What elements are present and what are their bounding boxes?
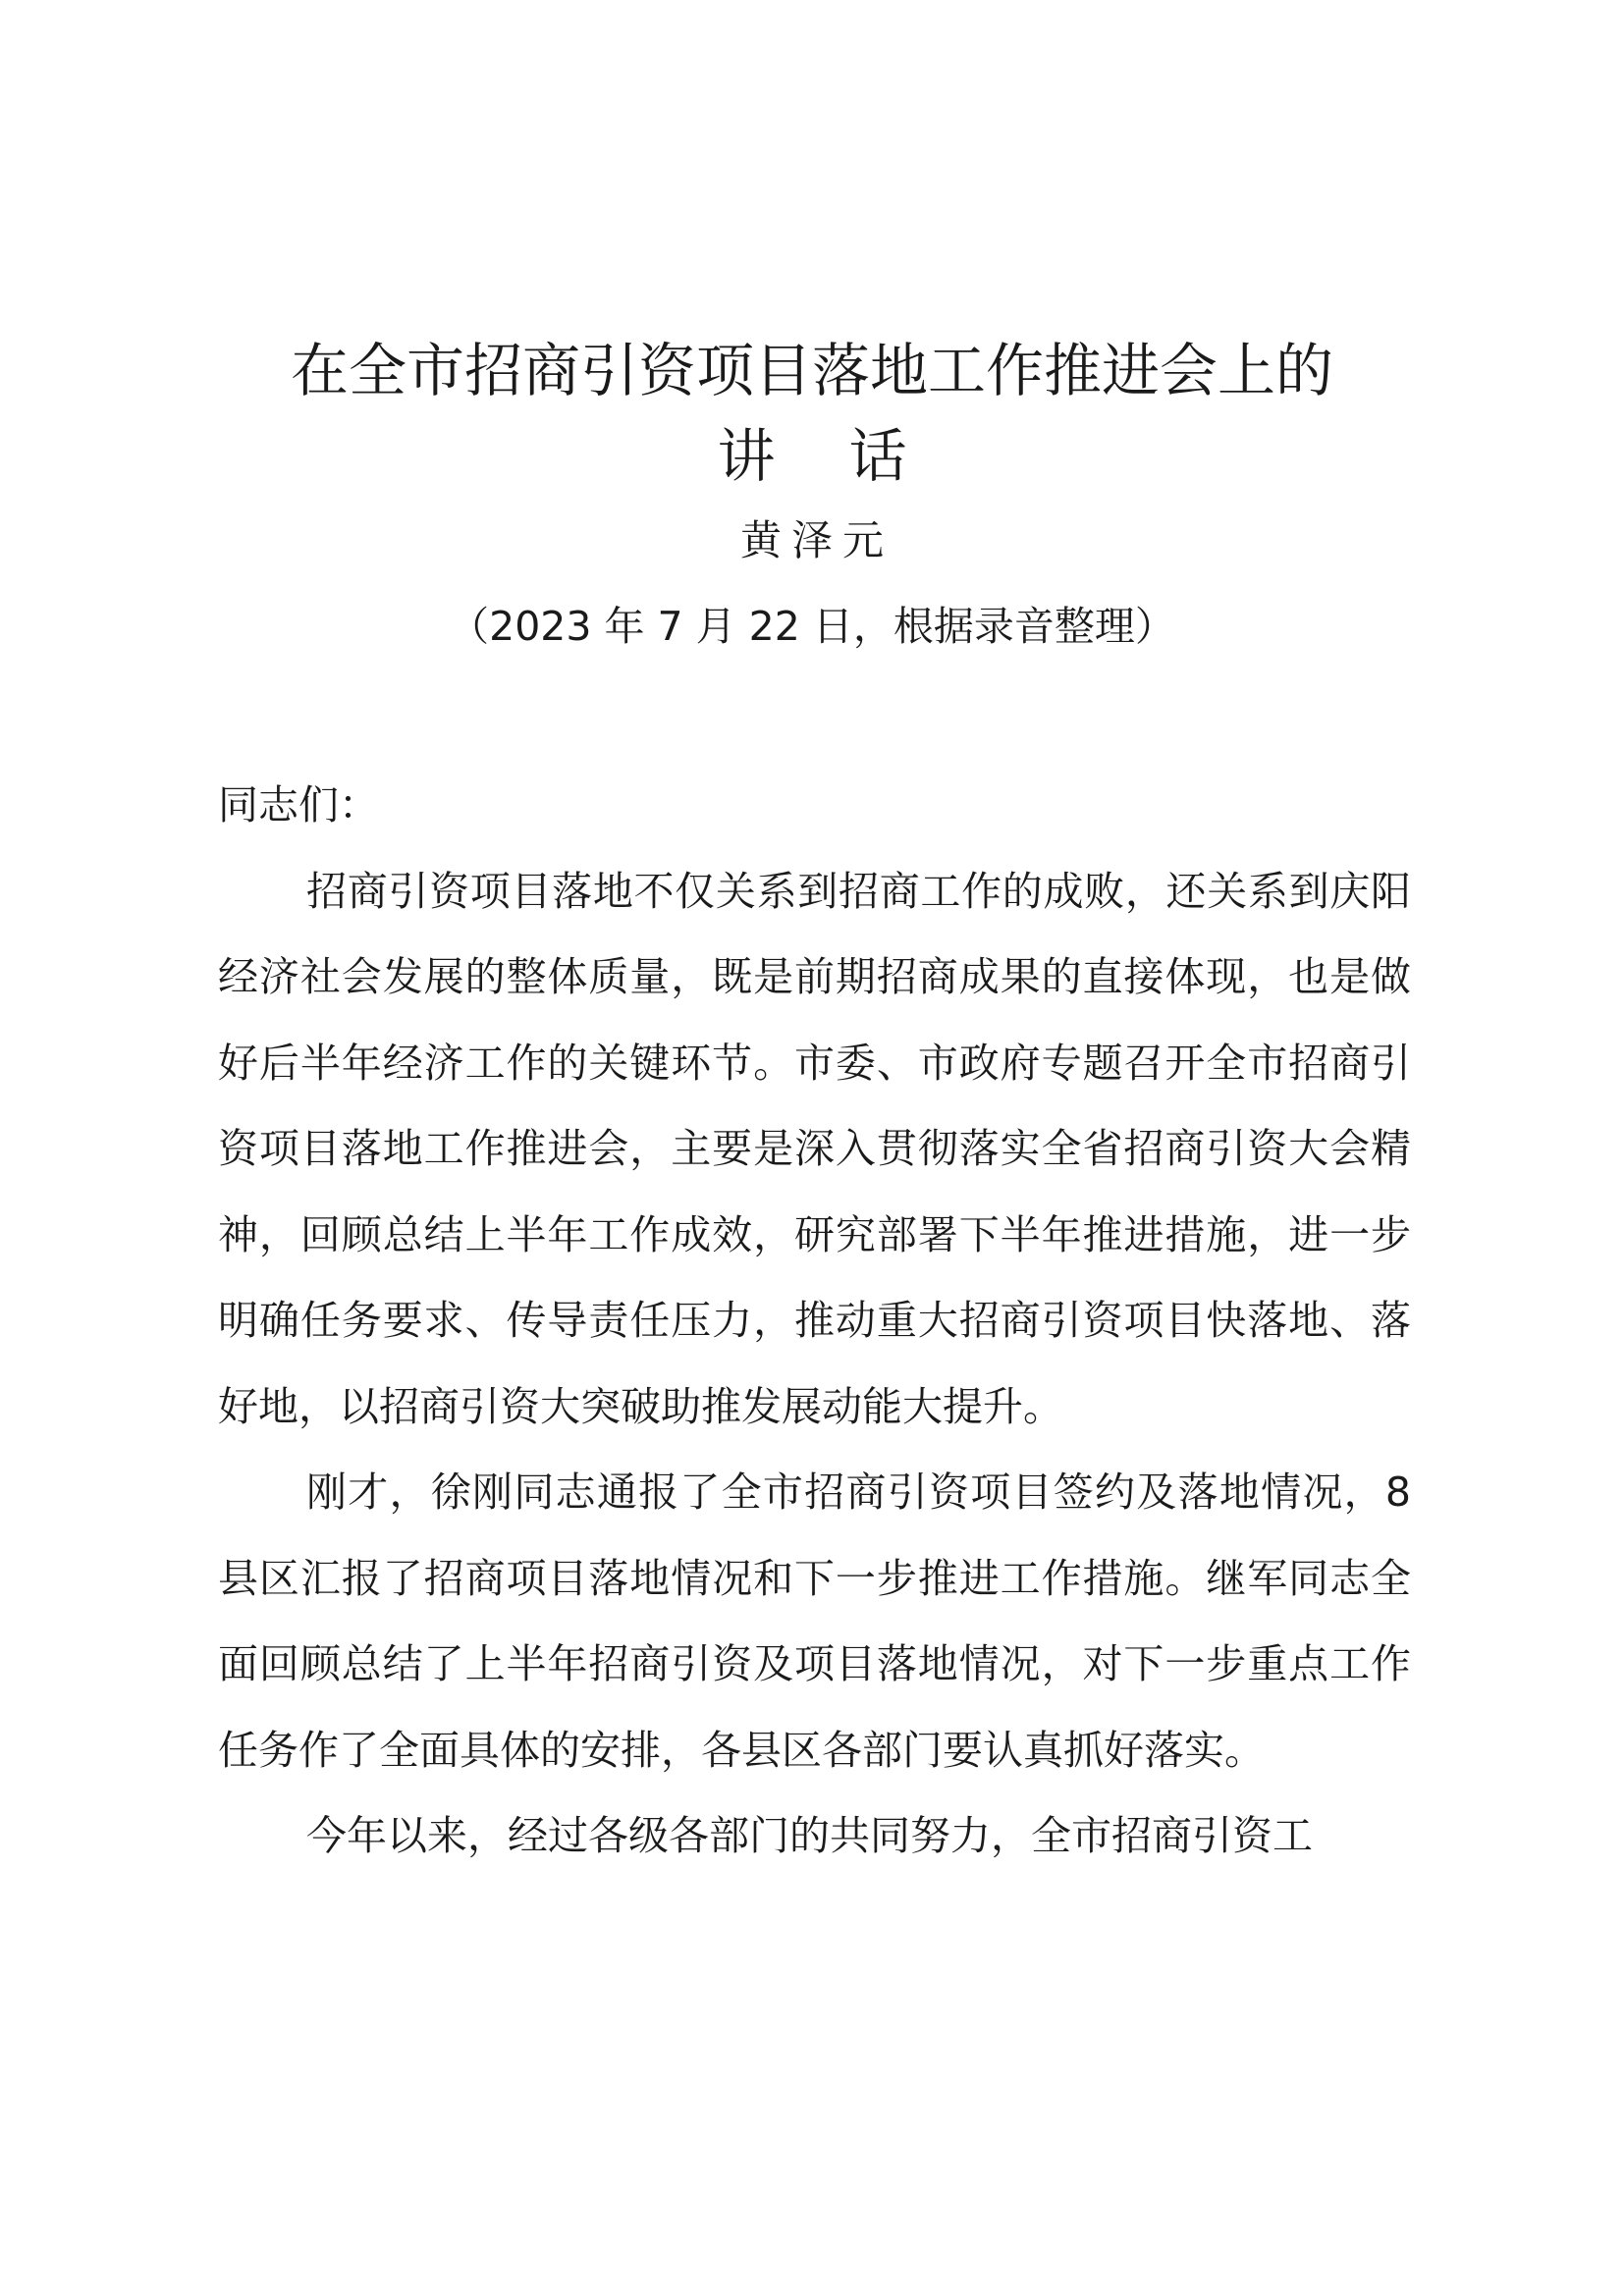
paragraph: 刚才，徐刚同志通报了全市招商引资项目签约及落地情况，8 县区汇报了招商项目落地情况和下一步推进工作措施。继军同志全面回顾总结了上半年招商引资及项目落地情况，对下一步重点工作任务作了全面具体的安排，各县区各部门要认真抓好落实。	[218, 1468, 1411, 1774]
speech-body	[218, 763, 1411, 1880]
document-title-continued: 讲 话	[717, 422, 907, 490]
date-note: （2023 年 7 月 22 日，根据录音整理）	[449, 603, 1175, 650]
author-name: 黄泽元	[739, 516, 893, 564]
paragraph: 招商引资项目落地不仅关系到招商工作的成败，还关系到庆阳经济社会发展的整体质量，既是前期招商成果的直接体现，也是做好后半年经济工作的关键环节。市委、市政府专题召开全市招商引资项目落地工作推进会，主要是深入贯彻落实全省招商引资大会精神，回顾总结上半年工作成效，研究部署下半年推进措施，进一步明确任务要求、传导责任压力，推动重大招商引资项目快落地、落好地，以招商引资大突破助推发展动能大提升。	[218, 867, 1411, 1430]
salutation: 同志们：	[218, 781, 379, 828]
document-title: 在全市招商引资项目落地工作推进会上的	[290, 337, 1333, 404]
paragraph: 今年以来，经过各级各部门的共同努力，全市招商引资工	[306, 1812, 1313, 1859]
